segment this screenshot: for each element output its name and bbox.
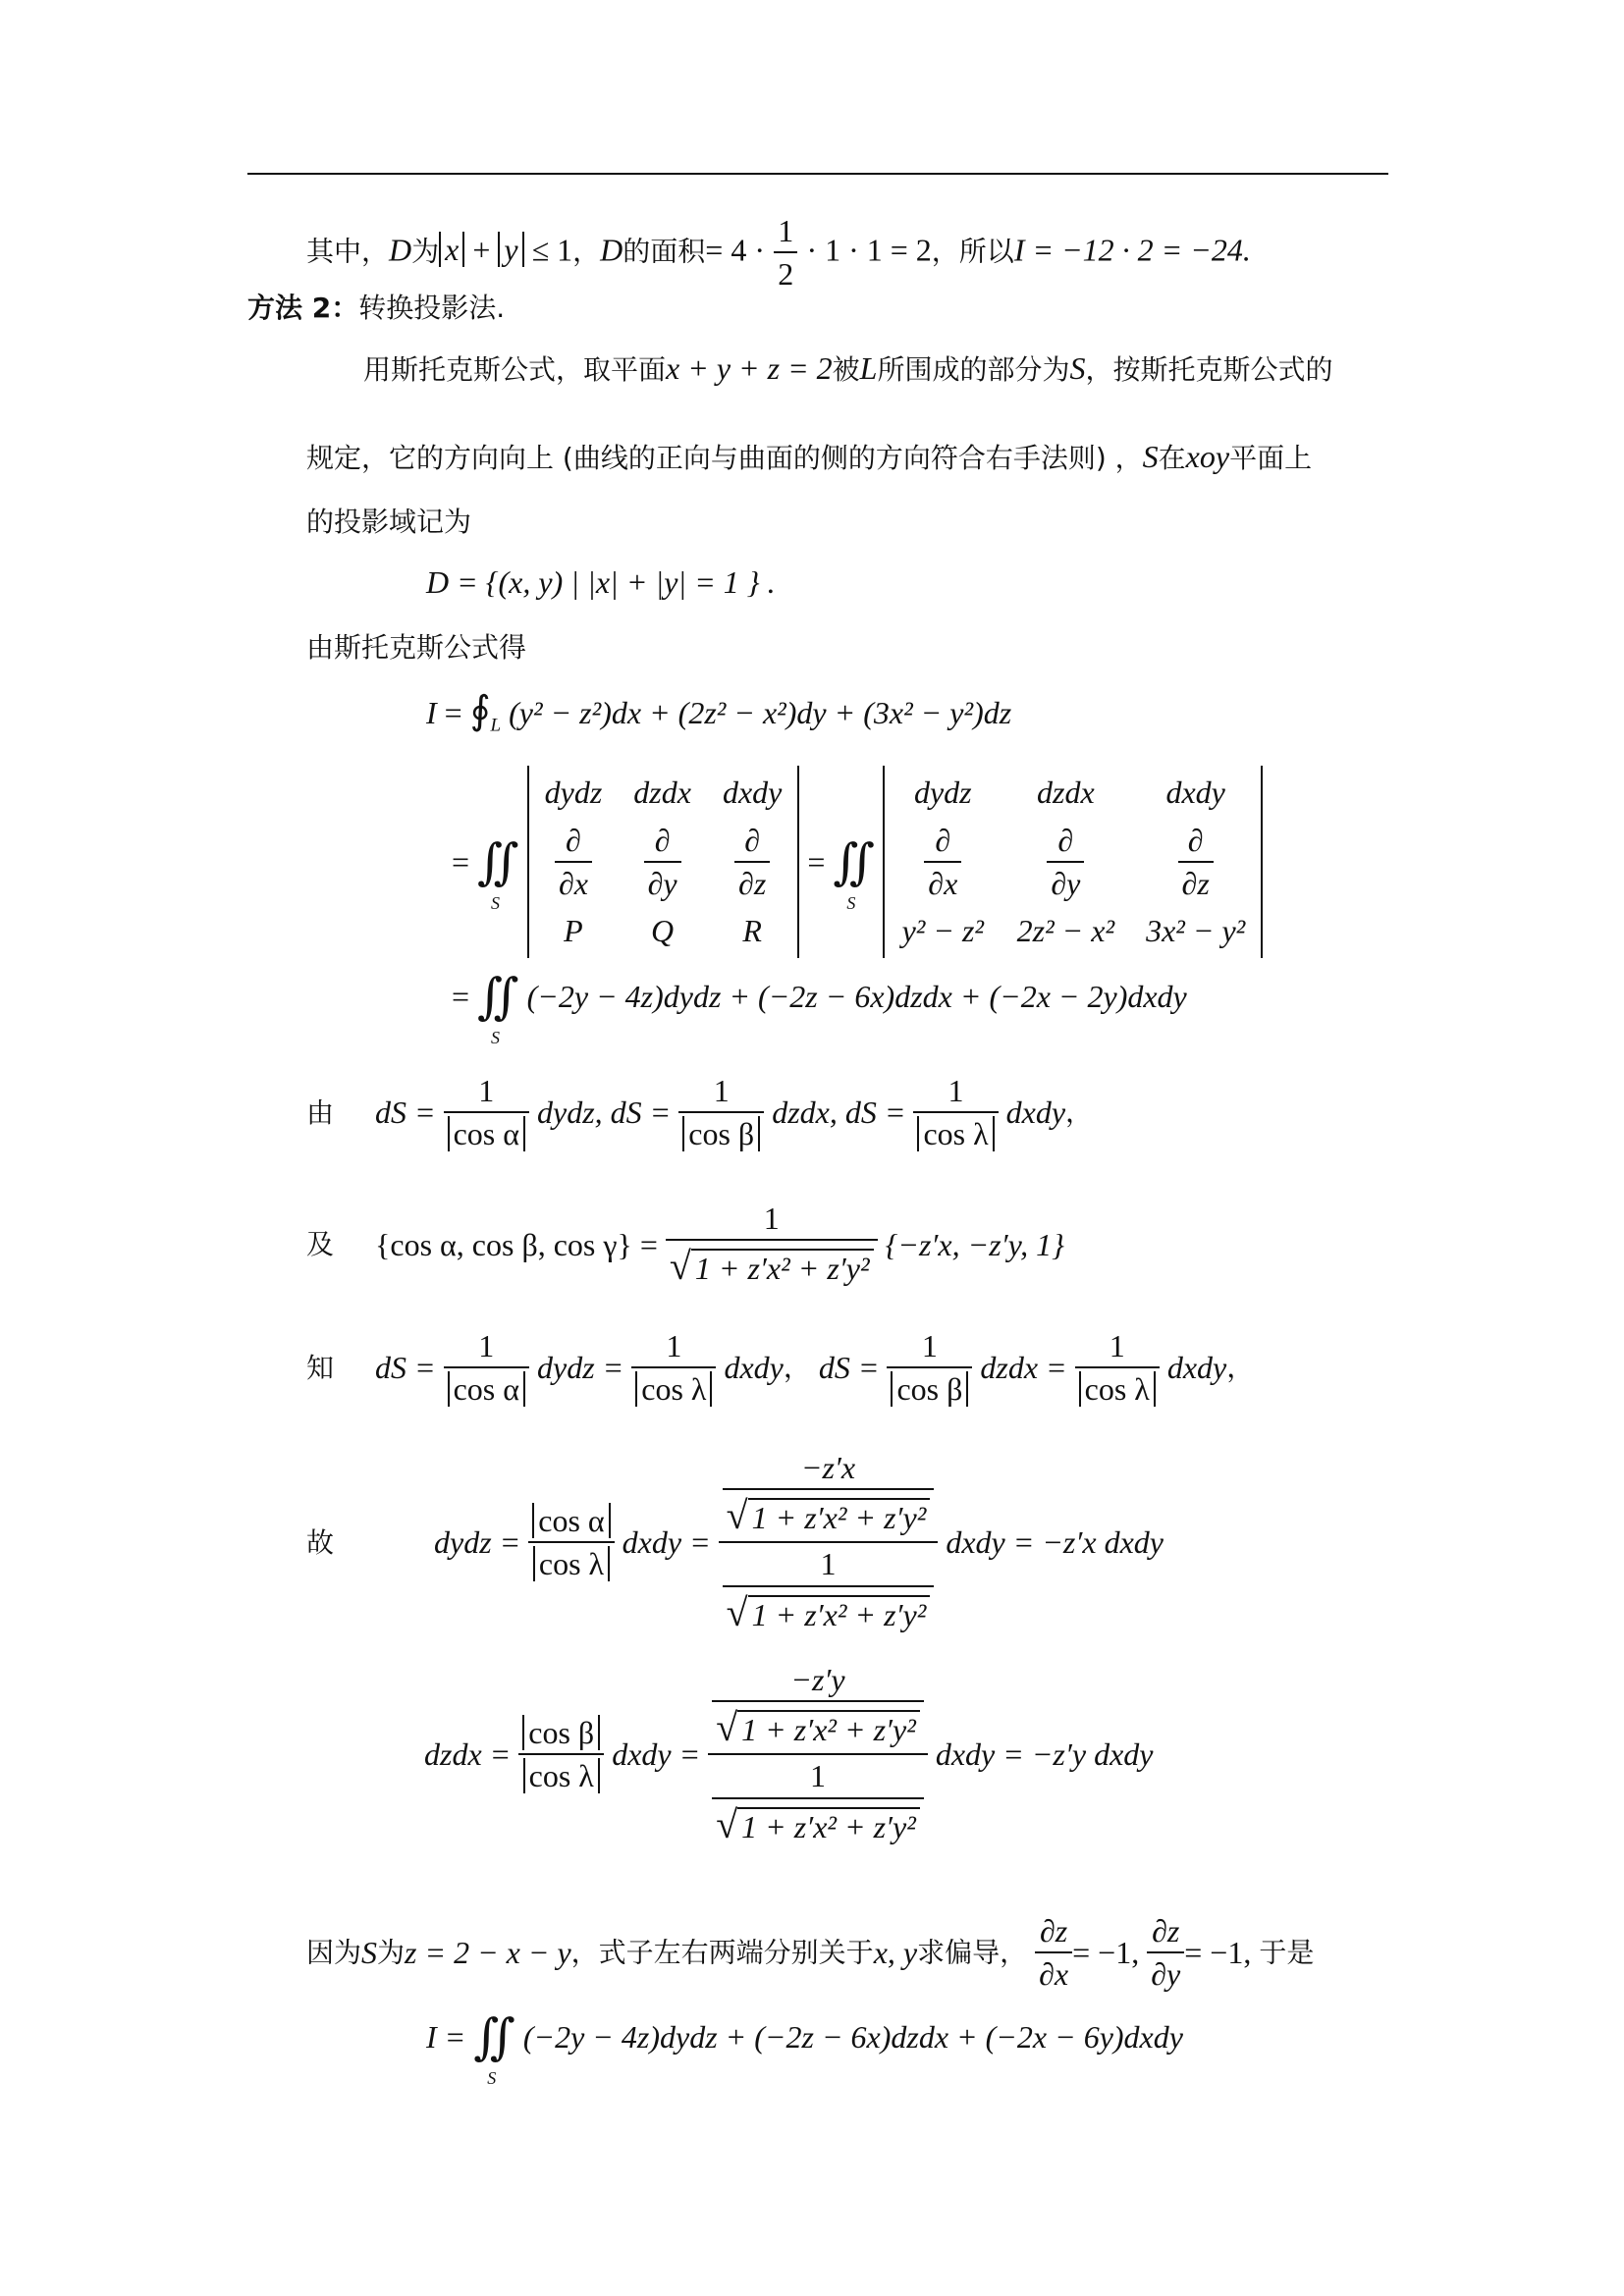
- para-text-6: 在: [1158, 442, 1186, 474]
- header-rule: [247, 173, 1388, 175]
- det2-cell: dzdx: [1037, 774, 1095, 811]
- fraction-cos-alpha: $\frac{1}{\text{cos α}}$: [444, 1327, 529, 1409]
- partial-dz-dy: $\frac{\partial z}{\partial y}$: [1147, 1912, 1184, 1994]
- label-you: 由: [306, 1095, 335, 1129]
- det-bar-right: [1261, 766, 1263, 958]
- fraction-cos-lambda: $\frac{1}{\text{cos λ}}$: [631, 1327, 716, 1409]
- para-text-4: ，按斯托克斯公式的: [1085, 353, 1333, 386]
- det2-cell: y² − z²: [901, 913, 985, 949]
- comma: ，: [572, 235, 601, 268]
- by-stokes-text: [306, 630, 526, 665]
- half-denominator: 2: [778, 256, 794, 293]
- det1-cell: Q: [651, 913, 675, 949]
- det1-cell: P: [564, 913, 583, 949]
- paragraph-line-2: [306, 438, 1312, 475]
- ds-tail-3: dxdy: [1005, 1095, 1066, 1131]
- double-integral-icon: ∬ S: [833, 834, 875, 913]
- abs-y: y: [498, 232, 523, 267]
- condition-rhs: ≤ 1: [531, 232, 573, 268]
- result-value: I = −12 · 2 = −24.: [1013, 232, 1251, 268]
- line-integral-body: (y² − z²)dx + (2z² − x²)dy + (3x² − y²)dz: [509, 695, 1012, 730]
- fraction-cos-alpha: $\frac{1}{\text{cos α}}$: [444, 1072, 529, 1153]
- ds-eq-1: dS =: [375, 1095, 436, 1131]
- domain-definition: D = {(x, y) | |x| + |y| = 1 } .: [426, 564, 776, 600]
- surface-equation: z = 2 − x − y: [405, 1935, 571, 1971]
- partial-z: $\frac{\partial}{\partial z}$: [1178, 822, 1214, 903]
- by-stokes-label: 由斯托克斯公式得: [306, 631, 527, 664]
- text-wei: 为: [411, 235, 440, 268]
- symbol-d-2: D: [600, 232, 623, 268]
- ds-tail-1: dydz, dS =: [537, 1095, 672, 1131]
- area-label: 的面积: [623, 235, 706, 268]
- final-integral-equation: I = ∬ S (−2y − 4z)dydz + (−2z − 6x)dzdx + (−2x − 6y)dxdy: [426, 2009, 1183, 2088]
- double-integral-icon: ∬ S: [477, 969, 519, 1047]
- plane-equation: x + y + z = 2: [666, 350, 833, 386]
- fraction-cos-ratio: $\frac{\text{cos β}}{\text{cos λ}}$: [518, 1714, 604, 1795]
- double-integral-icon: ∬ S: [473, 2009, 515, 2088]
- surface-integral-equation: = ∬ S (−2y − 4z)dydz + (−2z − 6x)dzdx + (−2x − 2y)dxdy: [452, 969, 1187, 1047]
- partial-y: $\frac{\partial}{\partial y}$: [1047, 822, 1084, 903]
- double-integral-icon: ∬ S: [477, 834, 519, 913]
- line-integral-equation: [426, 687, 1011, 737]
- method-title: 方法 2：: [247, 292, 359, 324]
- equals-sign: =: [444, 695, 462, 730]
- direction-cosines: [306, 1200, 1064, 1290]
- fraction-cos-lambda: $\frac{1}{\text{cos λ}}$: [913, 1072, 998, 1153]
- dydz-conversion: 故 dydz = $\frac{\text{cos α}}{\text{cos λ}}$ dxdy = $\frac{\frac{-z'x}{\text{√ 1 + z′x² + z′y²}}}{\frac{1}{\text{√ 1 + z′x² + z′y²}}}$ dxdy = −z′x dxdy: [306, 1450, 1164, 1634]
- paragraph-line-3: [306, 505, 471, 539]
- compound-fraction-x: $\frac{\frac{-z'x}{\text{√ 1 + z′x² + z′y²}}}{\frac{1}{\text{√ 1 + z′x² + z′y²}}}$: [719, 1449, 939, 1636]
- area-statement: [306, 212, 1251, 294]
- determinant-equation: = ∬ S dydz dzdx dxdy $\frac{\partial}{\partial x}$ $\frac{\partial}{\partial y}$ $\frac{\partial}{\partial z}$ P Q R = ∬ S dydz dzdx dxdy $\frac{\partial}{\partial x}$ $\frac{\partial}{\partial y}$ $\frac{\partial}{\partial z}$ y² − z² 2z² − x² 3x² − y²: [452, 766, 1263, 958]
- text-lead: 其中，: [306, 235, 390, 268]
- half-numerator: 1: [774, 212, 797, 253]
- para-text-1: 用斯托克斯公式，取平面: [363, 353, 667, 386]
- det1-cell: dzdx: [633, 774, 691, 811]
- integral-lhs: I: [426, 695, 437, 730]
- direction-cosines-lhs: {cos α, cos β, cos γ} =: [375, 1227, 658, 1262]
- ds-equalities: 知 dS = $\frac{1}{\text{cos α}}$ dydz = $\frac{1}{\text{cos λ}}$ dxdy， dS = $\frac{1}{\text{cos β}}$ dzdx = $\frac{1}{\text{cos λ}}$ dxdy，: [306, 1328, 1255, 1408]
- para-text-2: 被: [832, 353, 860, 386]
- method-subtitle: 转换投影法.: [358, 292, 506, 324]
- contour-integral-icon: ∮: [469, 688, 491, 732]
- determinant-2: [885, 769, 1261, 956]
- det2-cell: dydz: [913, 774, 972, 811]
- ds-relations: 由 dS = $\frac{1}{\text{cos α}}$ dydz, dS = $\frac{1}{\text{cos β}}$ dzdx, dS = $\frac{1}{\text{cos λ}}$ dxdy，: [306, 1073, 1094, 1152]
- para-text-8: 的投影域记为: [306, 506, 472, 538]
- final-integral-body: (−2y − 4z)dydz + (−2z − 6x)dzdx + (−2x − 6y)dxdy: [522, 2018, 1183, 2055]
- compound-fraction-y: $\frac{\frac{-z'y}{\text{√ 1 + z′x² + z′y²}}}{\frac{1}{\text{√ 1 + z′x² + z′y²}}}$: [708, 1661, 928, 1848]
- surface-s-2: S: [1142, 439, 1159, 474]
- para-text-3: 所围成的部分为: [877, 353, 1070, 386]
- partial-x: $\frac{\partial}{\partial x}$: [555, 822, 592, 903]
- det1-cell: dxdy: [722, 774, 783, 811]
- para-text-7: 平面上: [1229, 442, 1313, 474]
- area-rest: · 1 · 1 = 2: [806, 232, 932, 268]
- label-ji: 及: [306, 1228, 335, 1261]
- para-text-5: 规定，它的方向向上 (曲线的正向与曲面的侧的方向符合右手法则) ，: [306, 442, 1143, 474]
- plane-xoy: xoy: [1185, 439, 1230, 474]
- det1-cell: dydz: [544, 774, 603, 811]
- curve-l: L: [859, 350, 878, 386]
- partial-derivatives-statement: 因为S为z = 2 − x − y，式子左右两端分别关于x, y求偏导， $\frac{\partial z}{\partial x}$ = −1, $\frac{\partial z}{\partial y}$ = −1, 于是: [306, 1913, 1315, 1993]
- contour-subscript: L: [490, 715, 502, 736]
- abs-x: x: [439, 232, 464, 267]
- fraction-cos-lambda: $\frac{1}{\text{cos λ}}$: [1075, 1327, 1160, 1409]
- normal-vector: {−z′x, −z′y, 1}: [885, 1227, 1064, 1262]
- det2-cell: 3x² − y²: [1146, 913, 1246, 949]
- partial-z: $\frac{\partial}{\partial z}$: [734, 822, 770, 903]
- determinant-1: [529, 769, 798, 956]
- label-gu: 故: [306, 1525, 335, 1559]
- method-heading: [247, 291, 505, 325]
- fraction-cos-beta: $\frac{1}{\text{cos β}}$: [887, 1327, 972, 1409]
- surface-s: S: [1069, 350, 1086, 386]
- det2-cell: 2z² − x²: [1016, 913, 1115, 949]
- area-eq: = 4 ·: [705, 232, 765, 268]
- partial-y: $\frac{\partial}{\partial y}$: [644, 822, 681, 903]
- symbol-d: D: [389, 232, 412, 268]
- det1-cell: R: [742, 913, 762, 949]
- fraction-cos-beta: $\frac{1}{\text{cos β}}$: [678, 1072, 764, 1153]
- det-bar-right: [797, 766, 799, 958]
- surface-integral-body: (−2y − 4z)dydz + (−2z − 6x)dzdx + (−2x − 2y)dxdy: [526, 978, 1187, 1014]
- integral-subscript: S: [491, 893, 501, 913]
- plus-sign: +: [472, 232, 491, 268]
- fraction-half: [774, 212, 797, 294]
- label-zhi: 知: [306, 1351, 335, 1384]
- fraction-normal: $\frac{1}{\text{√ 1 + z′x² + z′y²}}$: [666, 1200, 878, 1290]
- dzdx-conversion: dzdx = $\frac{\text{cos β}}{\text{cos λ}}$ dxdy = $\frac{\frac{-z'y}{\text{√ 1 + z′x² + z′y²}}}{\frac{1}{\text{√ 1 + z′x² + z′y²}}}$ dxdy = −z′y dxdy: [424, 1662, 1154, 1846]
- det2-cell: dxdy: [1165, 774, 1225, 811]
- partial-dz-dx: $\frac{\partial z}{\partial x}$: [1035, 1912, 1072, 1994]
- paragraph-line-1: [363, 349, 1333, 387]
- fraction-cos-ratio: $\frac{\text{cos α}}{\text{cos λ}}$: [528, 1502, 614, 1583]
- ds-tail-2: dzdx, dS =: [772, 1095, 906, 1131]
- text-so: ，所以: [931, 235, 1014, 268]
- partial-x: $\frac{\partial}{\partial x}$: [924, 822, 961, 903]
